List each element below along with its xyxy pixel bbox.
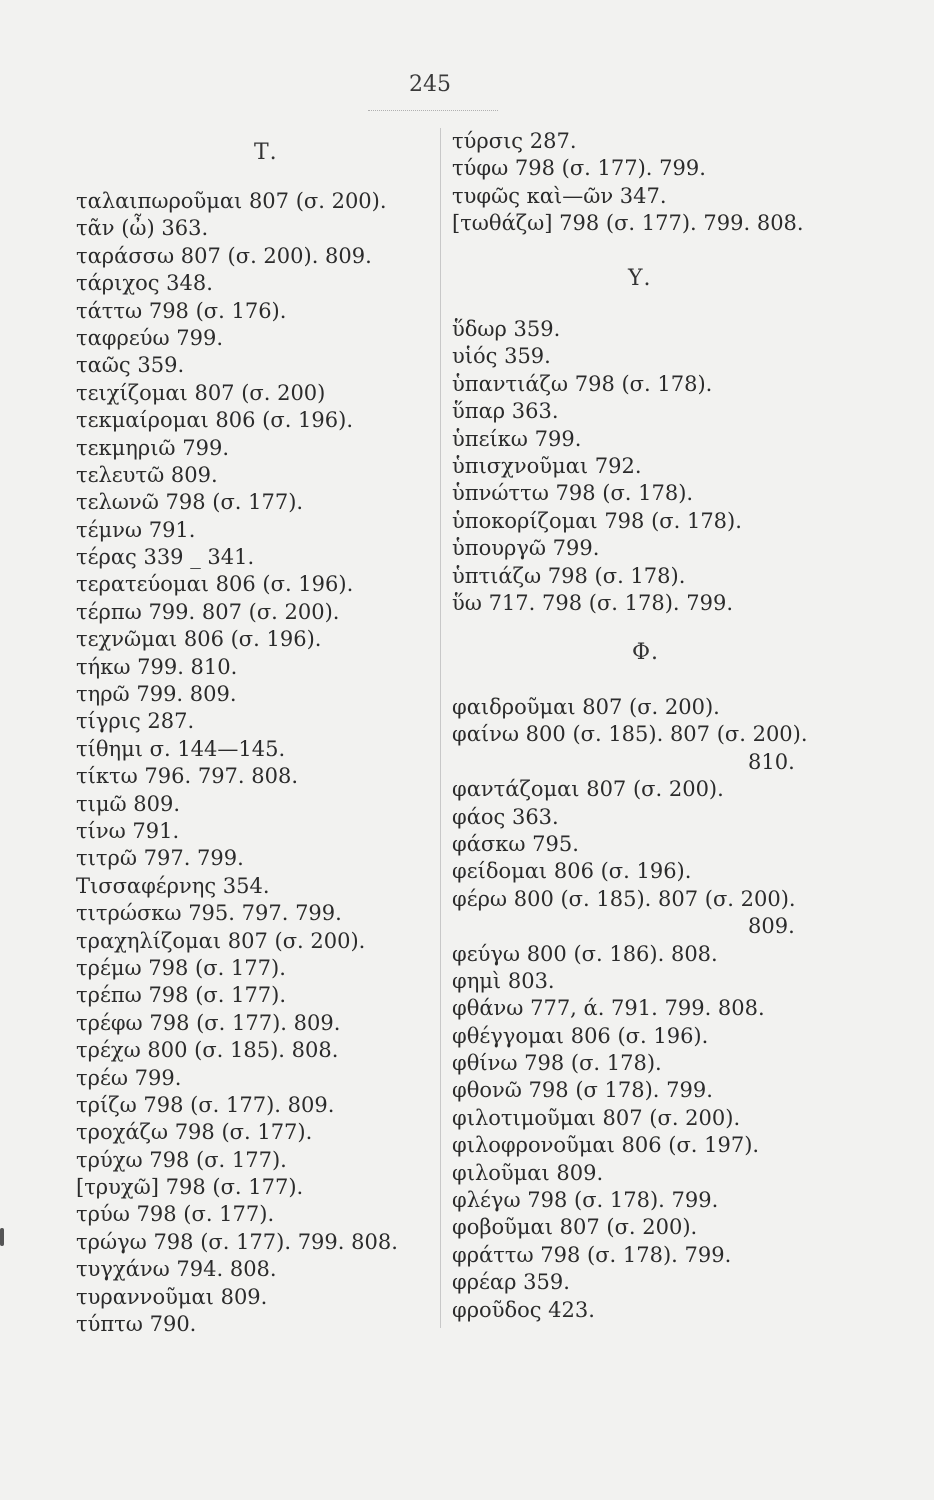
page-number: 245 xyxy=(409,72,451,97)
index-entry: τύρσις 287. xyxy=(452,129,577,153)
index-entry: ὕδωρ 359. xyxy=(452,317,561,341)
index-entry: φθάνω 777, ά. 791. 799. 808. xyxy=(452,996,765,1021)
index-entry: φιλοτιμοῦμαι 807 (σ. 200). xyxy=(452,1105,741,1130)
index-entry: τίθημι σ. 144—145. xyxy=(76,736,286,761)
index-entry: ὑπείκω 799. xyxy=(452,426,582,451)
index-entry: τιμῶ 809. xyxy=(76,791,181,816)
index-entry: τέρας 339 _ 341. xyxy=(76,545,255,570)
index-entry: ὑπαντιάζω 798 (σ. 178). xyxy=(452,371,713,396)
index-entry: φράττω 798 (σ. 178). 799. xyxy=(452,1242,732,1267)
index-entry: τᾶν (ὦ) 363. xyxy=(76,216,209,241)
index-entry: τίνω 791. xyxy=(76,818,180,843)
index-entry: φθονῶ 798 (σ 178). 799. xyxy=(452,1078,713,1103)
index-entry: τύφω 798 (σ. 177). 799. xyxy=(452,156,706,181)
index-entry: [τρυχῶ] 798 (σ. 177). xyxy=(76,1175,304,1200)
index-entry: τρύω 798 (σ. 177). xyxy=(76,1202,275,1227)
index-entry: ταράσσω 807 (σ. 200). 809. xyxy=(76,243,372,268)
index-entry-continuation: 809. xyxy=(748,914,795,939)
index-entry: τέμνω 791. xyxy=(76,517,196,542)
index-entry: τρύχω 798 (σ. 177). xyxy=(76,1147,287,1172)
index-entry: ταλαιπωροῦμαι 807 (σ. 200). xyxy=(76,189,387,213)
index-entry: φθίνω 798 (σ. 178). xyxy=(452,1051,662,1076)
index-entry: ὑπισχνοῦμαι 792. xyxy=(452,453,642,478)
section-heading-tau: Τ. xyxy=(254,140,278,165)
index-entry-continuation: 810. xyxy=(748,749,795,774)
index-entry: ὑπουργῶ 799. xyxy=(452,536,600,561)
index-entry: τυραννοῦμαι 809. xyxy=(76,1284,268,1309)
index-entry: ὑπτιάζω 798 (σ. 178). xyxy=(452,563,686,588)
index-entry: [τωθάζω] 798 (σ. 177). 799. 808. xyxy=(452,211,804,236)
index-entry: τρέχω 800 (σ. 185). 808. xyxy=(76,1038,339,1063)
index-entry: τελευτῶ 809. xyxy=(76,462,218,487)
index-entry: τειχίζομαι 807 (σ. 200) xyxy=(76,380,326,405)
index-entry: τροχάζω 798 (σ. 177). xyxy=(76,1120,313,1145)
index-entry: τρώγω 798 (σ. 177). 799. 808. xyxy=(76,1229,398,1254)
index-entry: τύπτω 790. xyxy=(76,1312,197,1337)
index-entry: τρέμω 798 (σ. 177). xyxy=(76,955,286,980)
index-entry: τρέπω 798 (σ. 177). xyxy=(76,983,287,1008)
tau-entry-list xyxy=(76,188,436,1338)
index-entry: τιτρῶ 797. 799. xyxy=(76,846,244,871)
index-entry: ταφρεύω 799. xyxy=(76,325,224,350)
index-entry: τίκτω 796. 797. 808. xyxy=(76,764,299,789)
index-entry: τήκω 799. 810. xyxy=(76,654,238,679)
index-entry: ὕω 717. 798 (σ. 178). 799. xyxy=(452,590,734,615)
index-entry: φρέαρ 359. xyxy=(452,1270,570,1295)
binding-mark xyxy=(0,1228,4,1246)
index-entry: υἱός 359. xyxy=(452,344,551,369)
index-entry: τέρπω 799. 807 (σ. 200). xyxy=(76,599,340,624)
column-divider xyxy=(440,128,441,1328)
index-entry: τεκμηριῶ 799. xyxy=(76,435,229,460)
index-entry: φάος 363. xyxy=(452,804,559,829)
index-entry: τερατεύομαι 806 (σ. 196). xyxy=(76,572,354,597)
index-entry: φθέγγομαι 806 (σ. 196). xyxy=(452,1023,709,1048)
phi-entry-list xyxy=(452,694,832,1324)
index-entry: τάττω 798 (σ. 176). xyxy=(76,298,287,323)
index-entry: ταῶς 359. xyxy=(76,353,185,378)
section-heading-upsilon: Υ. xyxy=(628,266,652,291)
index-entry: φαιδροῦμαι 807 (σ. 200). xyxy=(452,695,720,719)
index-entry: φημὶ 803. xyxy=(452,968,555,993)
index-entry: φοβοῦμαι 807 (σ. 200). xyxy=(452,1215,698,1240)
index-entry: φαίνω 800 (σ. 185). 807 (σ. 200). xyxy=(452,722,808,747)
index-entry: τυφῶς καὶ—ῶν 347. xyxy=(452,183,667,208)
index-entry: ὑπνώττω 798 (σ. 178). xyxy=(452,481,694,506)
index-entry: φιλοφρονοῦμαι 806 (σ. 197). xyxy=(452,1133,760,1158)
index-entry: τρίζω 798 (σ. 177). 809. xyxy=(76,1092,335,1117)
index-entry: τιτρώσκω 795. 797. 799. xyxy=(76,901,342,926)
index-entry: τρέω 799. xyxy=(76,1065,182,1090)
index-entry: φείδομαι 806 (σ. 196). xyxy=(452,859,692,884)
index-entry: τυγχάνω 794. 808. xyxy=(76,1257,277,1282)
tau-continued-list xyxy=(452,128,832,238)
index-entry: φέρω 800 (σ. 185). 807 (σ. 200). xyxy=(452,886,796,911)
index-entry: τελωνῶ 798 (σ. 177). xyxy=(76,490,304,515)
index-entry: φιλοῦμαι 809. xyxy=(452,1160,604,1185)
index-entry: τίγρις 287. xyxy=(76,709,195,734)
index-entry: τραχηλίζομαι 807 (σ. 200). xyxy=(76,928,366,953)
index-entry: φεύγω 800 (σ. 186). 808. xyxy=(452,941,718,966)
index-entry: τρέφω 798 (σ. 177). 809. xyxy=(76,1010,341,1035)
section-heading-phi: Φ. xyxy=(632,640,660,665)
index-entry: τεκμαίρομαι 806 (σ. 196). xyxy=(76,408,353,433)
index-entry: Τισσαφέρνης 354. xyxy=(76,873,270,898)
index-entry: φλέγω 798 (σ. 178). 799. xyxy=(452,1188,719,1213)
index-entry: ὕπαρ 363. xyxy=(452,399,559,424)
upsilon-entry-list xyxy=(452,316,832,617)
index-entry: τάριχος 348. xyxy=(76,271,213,296)
index-entry: φάσκω 795. xyxy=(452,831,579,856)
index-entry: τεχνῶμαι 806 (σ. 196). xyxy=(76,627,322,652)
index-entry: φροῦδος 423. xyxy=(452,1297,595,1322)
index-entry: ὑποκορίζομαι 798 (σ. 178). xyxy=(452,508,742,533)
index-entry: τηρῶ 799. 809. xyxy=(76,682,237,707)
index-entry: φαντάζομαι 807 (σ. 200). xyxy=(452,777,724,802)
page-number-underline xyxy=(368,110,498,112)
